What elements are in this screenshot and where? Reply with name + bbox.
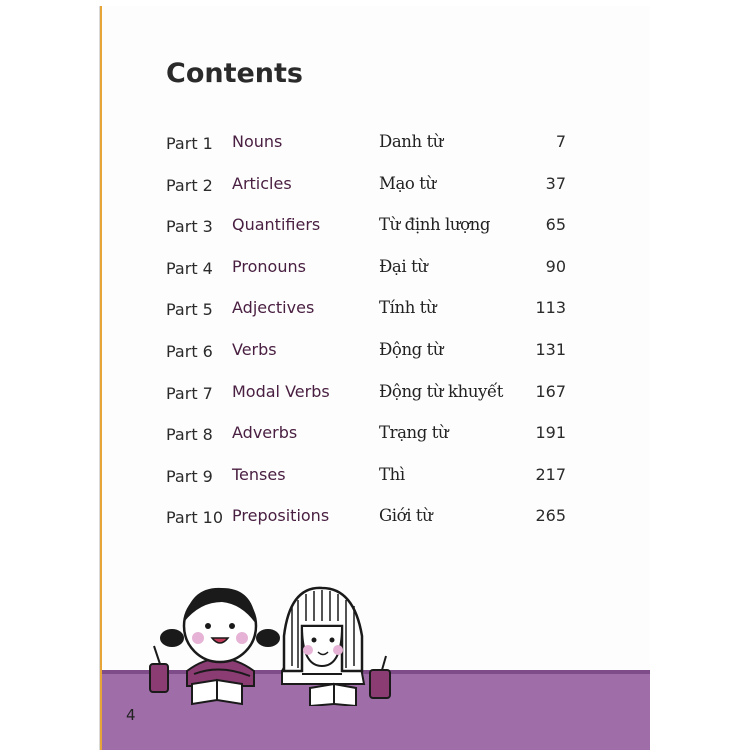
- english-title: Nouns: [232, 132, 283, 151]
- part-number: Part 8: [166, 425, 213, 445]
- toc-row: [166, 506, 566, 548]
- toc-row: [166, 382, 566, 424]
- vietnamese-title: Động từ: [379, 339, 444, 359]
- vietnamese-title: Động từ khuyết: [379, 381, 503, 401]
- book-page: [100, 6, 650, 750]
- vietnamese-title: Trạng từ: [379, 423, 449, 443]
- vietnamese-title: Thì: [379, 464, 405, 484]
- part-number: Part 1: [166, 134, 213, 153]
- page-title: Contents: [166, 58, 304, 89]
- page-ref: 7: [555, 132, 566, 151]
- toc-row: [166, 215, 566, 257]
- page-number: 4: [126, 706, 136, 724]
- part-number: Part 4: [166, 258, 213, 278]
- toc-row: [166, 465, 566, 507]
- english-title: Verbs: [232, 339, 277, 359]
- english-title: Tenses: [232, 464, 286, 484]
- part-number: Part 7: [166, 383, 213, 403]
- english-title: Adjectives: [232, 298, 315, 318]
- page-ref: 65: [545, 215, 566, 235]
- toc-row: [166, 298, 566, 340]
- english-title: Pronouns: [232, 256, 306, 276]
- page-ref: 113: [535, 298, 566, 318]
- english-title: Prepositions: [232, 506, 330, 526]
- part-number: Part 10: [166, 508, 224, 528]
- page-ref: 131: [535, 339, 566, 359]
- page-ref: 217: [535, 464, 566, 484]
- girls-reading-illustration: [142, 576, 402, 706]
- part-number: Part 6: [166, 341, 213, 361]
- part-number: Part 5: [166, 300, 213, 320]
- toc-row: [166, 340, 566, 382]
- english-title: Quantifiers: [232, 215, 321, 235]
- page-ref: 167: [535, 381, 566, 401]
- vietnamese-title: Giới từ: [379, 506, 433, 526]
- english-title: Modal Verbs: [232, 381, 330, 401]
- vietnamese-title: Tính từ: [379, 298, 437, 318]
- left-girl-illustration: [150, 588, 280, 704]
- part-number: Part 9: [166, 466, 213, 486]
- part-number: Part 2: [166, 175, 213, 195]
- toc-row: [166, 257, 566, 299]
- vietnamese-title: Danh từ: [379, 132, 444, 151]
- table-of-contents: [166, 132, 566, 548]
- toc-row: [166, 132, 566, 174]
- part-number: Part 3: [166, 217, 213, 237]
- page-ref: 191: [535, 423, 566, 443]
- vietnamese-title: Đại từ: [379, 256, 428, 276]
- toc-row: [166, 174, 566, 216]
- vietnamese-title: Từ định lượng: [379, 215, 491, 235]
- page-ref: 37: [545, 173, 566, 193]
- vietnamese-title: Mạo từ: [379, 173, 436, 193]
- page-ref: 265: [535, 506, 566, 526]
- english-title: Articles: [232, 173, 292, 193]
- english-title: Adverbs: [232, 423, 298, 443]
- right-girl-illustration: [282, 588, 390, 706]
- page-ref: 90: [545, 256, 566, 276]
- toc-row: [166, 423, 566, 465]
